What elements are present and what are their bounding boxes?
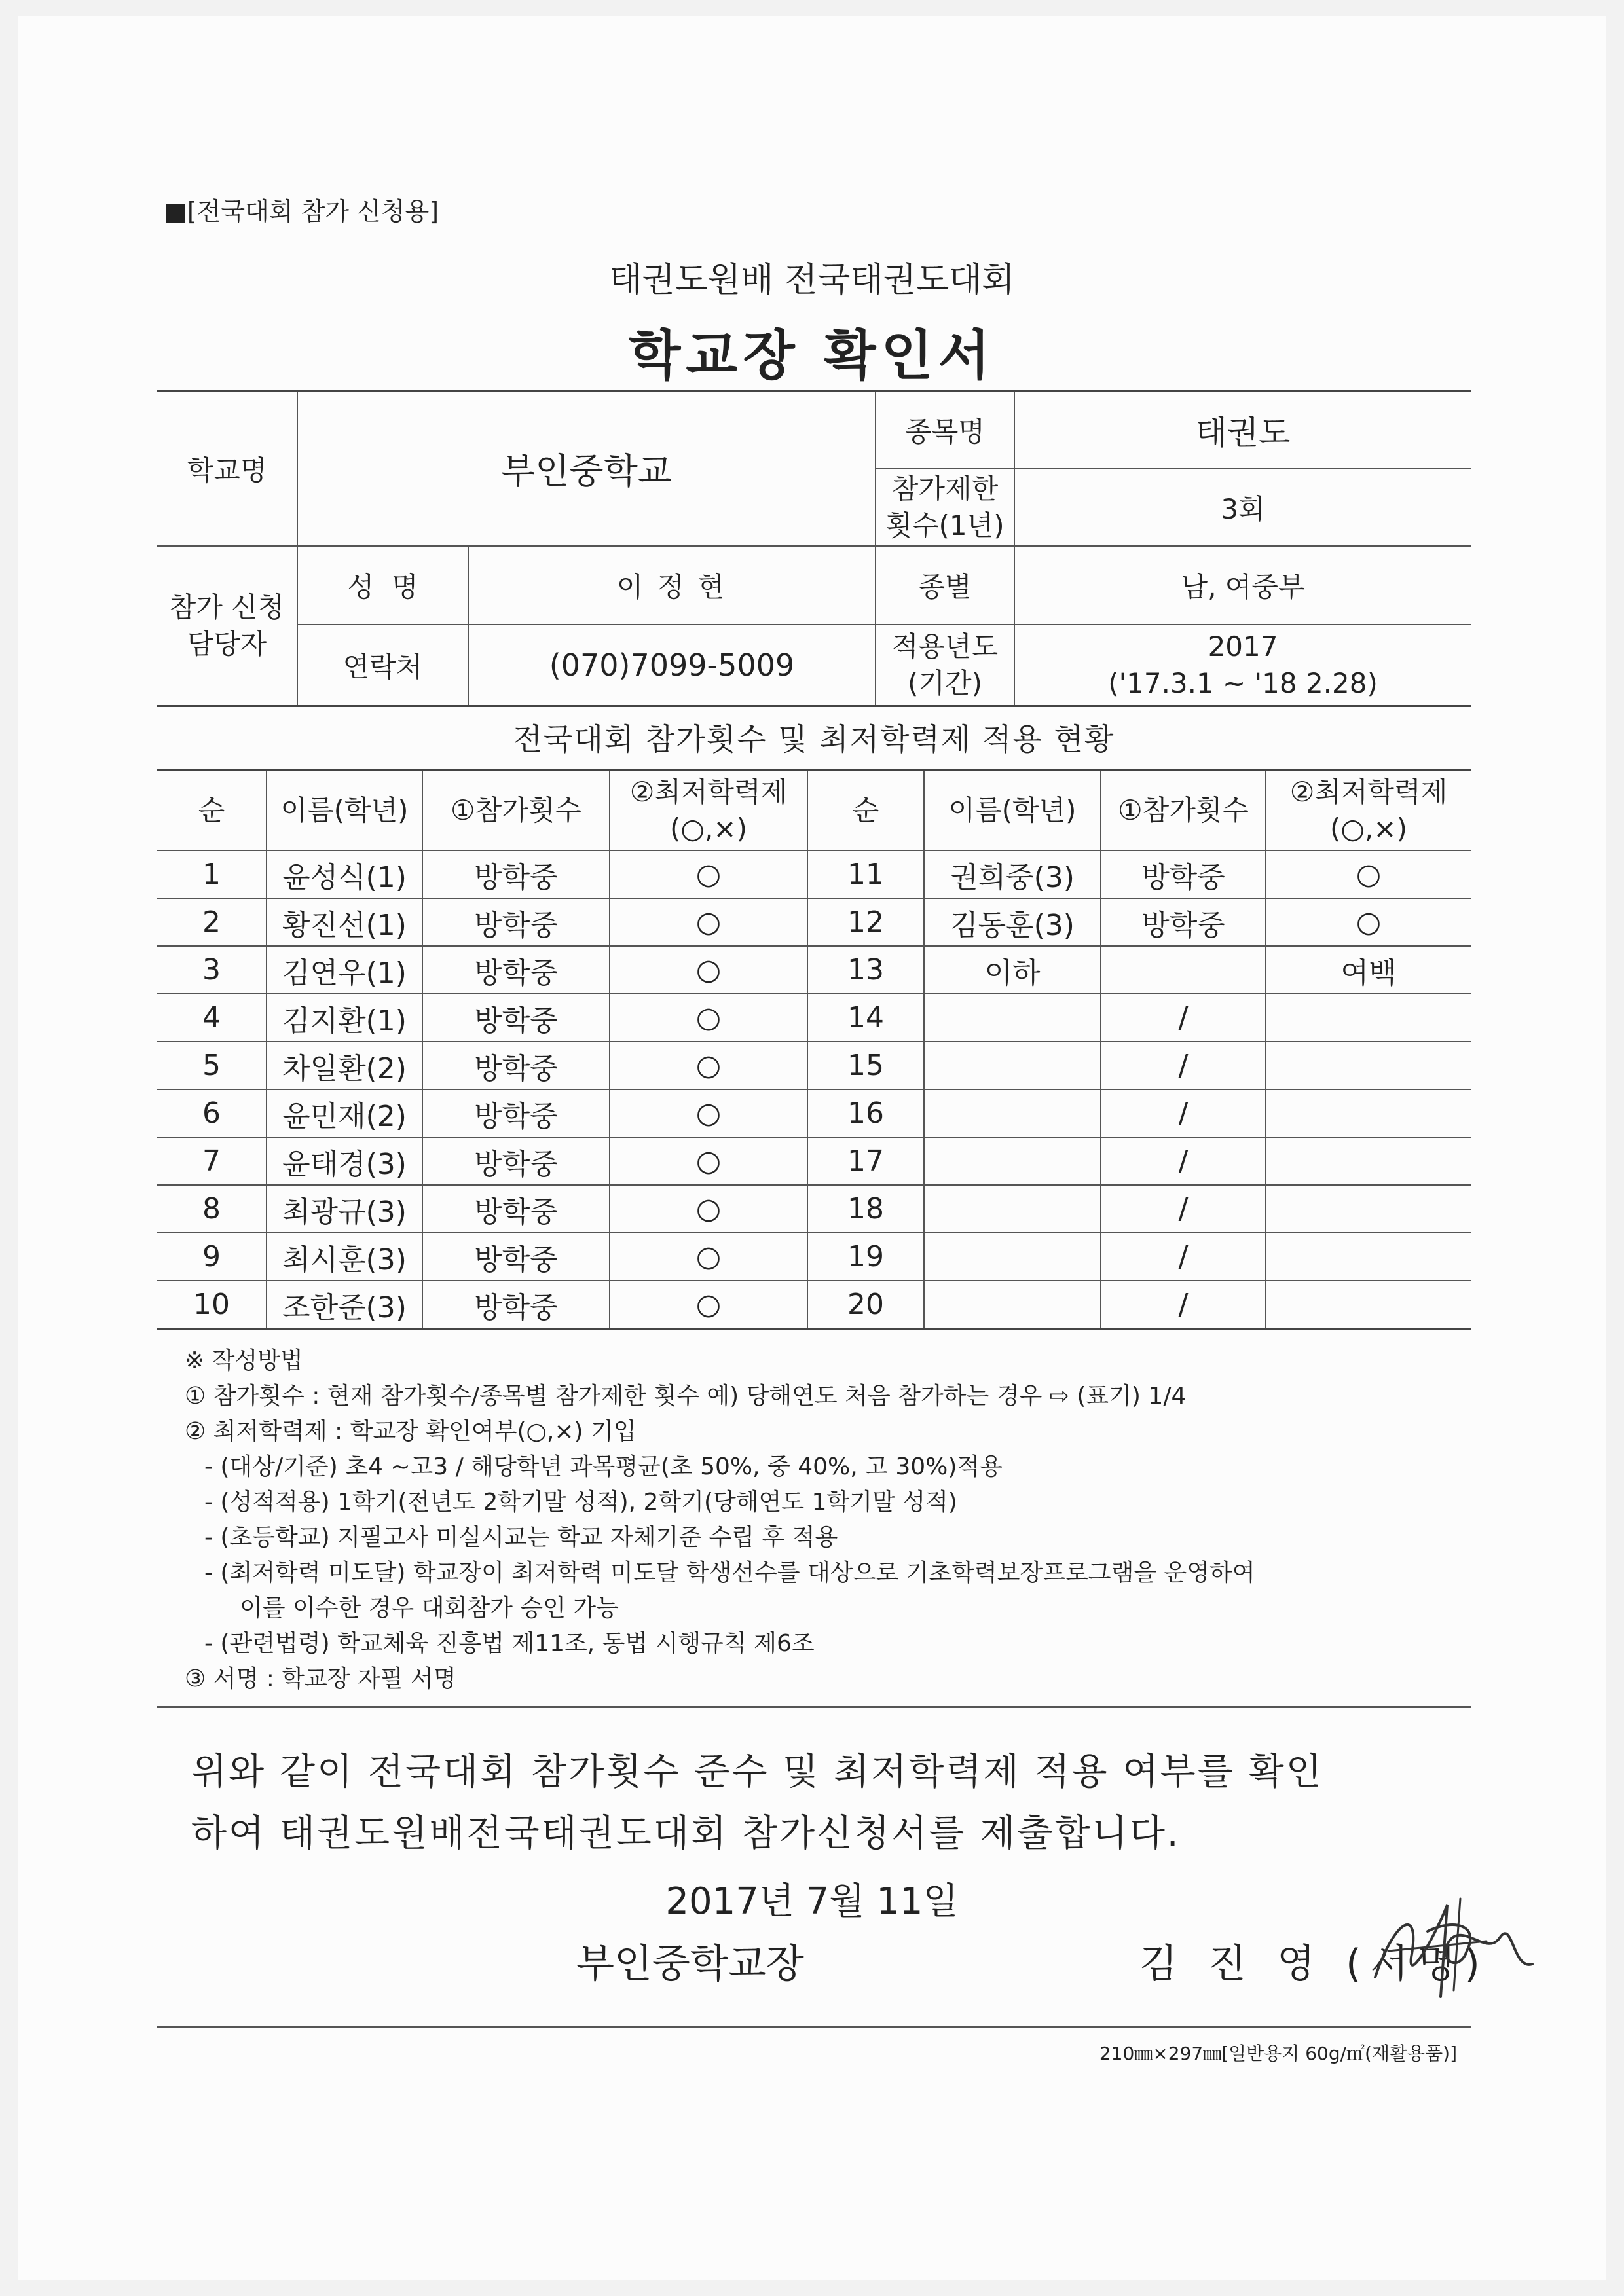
min-academic-mark: ○ (1266, 898, 1471, 946)
row-number: 4 (157, 994, 267, 1042)
contact-label: 연락처 (297, 625, 468, 706)
division-value: 남, 여중부 (1014, 546, 1471, 625)
instruction-line: - (초등학교) 지필고사 미실시교는 학교 자체기준 수립 후 적용 (204, 1524, 838, 1551)
table-row (157, 1042, 1471, 1089)
participation-count: 방학중 (422, 1042, 610, 1089)
instruction-line: - (관련법령) 학교체육 진흥법 제11조, 동법 시행규칙 제6조 (204, 1630, 815, 1657)
min-academic-mark: ○ (610, 1281, 807, 1329)
row-number: 19 (807, 1233, 924, 1281)
row-number: 5 (157, 1042, 267, 1089)
participation-count: 방학중 (422, 1233, 610, 1281)
header-count: ①참가횟수 (422, 771, 610, 851)
participation-count: 방학중 (422, 946, 610, 994)
table-row (157, 1281, 1471, 1329)
row-number: 15 (807, 1042, 924, 1089)
student-name (924, 1281, 1101, 1329)
participation-count: 방학중 (422, 994, 610, 1042)
student-name (924, 1185, 1101, 1233)
student-name: 최광규(3) (267, 1185, 422, 1233)
participation-count: / (1101, 1042, 1266, 1089)
divider (157, 1706, 1471, 1708)
row-number: 16 (807, 1089, 924, 1137)
table-row (157, 1233, 1471, 1281)
participation-count: 방학중 (422, 898, 610, 946)
form-label: ■[전국대회 참가 신청용] (164, 197, 439, 226)
student-name (924, 1042, 1101, 1089)
instruction-line: ※ 작성방법 (185, 1347, 303, 1374)
participation-count (1101, 946, 1266, 994)
participation-count: / (1101, 1137, 1266, 1185)
student-name: 이하 (924, 946, 1101, 994)
row-number: 11 (807, 850, 924, 898)
school-info-table (157, 390, 1471, 706)
header-no: 순 (157, 771, 267, 851)
min-academic-mark (1266, 994, 1471, 1042)
applicant-name: 이 정 현 (468, 546, 876, 625)
student-name: 차일환(2) (267, 1042, 422, 1089)
student-name (924, 1089, 1101, 1137)
sport-value: 태권도 (1014, 392, 1471, 469)
instruction-line: ③ 서명 : 학교장 자필 서명 (185, 1666, 456, 1692)
min-academic-mark (1266, 1137, 1471, 1185)
school-name-label: 학교명 (157, 392, 297, 546)
contact-value: (070)7099-5009 (468, 625, 876, 706)
year-label: 적용년도 (기간) (876, 625, 1014, 706)
table-row (157, 994, 1471, 1042)
student-name: 윤성식(1) (267, 850, 422, 898)
student-name: 윤민재(2) (267, 1089, 422, 1137)
paper-spec: 210㎜×297㎜[일반용지 60g/㎡(재활용품)] (1099, 2043, 1457, 2064)
school-name: 부인중학교 (297, 392, 876, 546)
sport-label: 종목명 (876, 392, 1014, 469)
row-number: 2 (157, 898, 267, 946)
applicant-label: 참가 신청 담당자 (157, 546, 297, 706)
event-title: 태권도원배 전국태권도대회 (609, 261, 1015, 300)
limit-value: 3회 (1014, 469, 1471, 546)
row-number: 13 (807, 946, 924, 994)
student-name (924, 994, 1101, 1042)
year-number: 2017 (1208, 630, 1278, 663)
instruction-line: 이를 이수한 경우 대회참가 승인 가능 (240, 1595, 619, 1622)
student-name: 김연우(1) (267, 946, 422, 994)
participation-count: / (1101, 1233, 1266, 1281)
participation-count: 방학중 (422, 1137, 610, 1185)
student-name: 윤태경(3) (267, 1137, 422, 1185)
document-title: 학교장 확인서 (629, 325, 995, 387)
row-number: 9 (157, 1233, 267, 1281)
handwritten-signature (1349, 1879, 1539, 2003)
participation-count: / (1101, 994, 1266, 1042)
min-academic-mark: ○ (610, 850, 807, 898)
table-row (157, 1089, 1471, 1137)
min-academic-mark: ○ (610, 994, 807, 1042)
participation-count: / (1101, 1185, 1266, 1233)
participation-count: 방학중 (1101, 850, 1266, 898)
confirmation-statement (191, 1741, 1323, 1865)
participation-count: 방학중 (422, 1089, 610, 1137)
min-academic-mark: ○ (610, 1137, 807, 1185)
statement-line: 하여 태권도원배전국태권도대회 참가신청서를 제출합니다. (191, 1812, 1181, 1855)
school-principal-title: 부인중학교장 (576, 1941, 804, 1987)
min-academic-mark (1266, 1233, 1471, 1281)
row-number: 7 (157, 1137, 267, 1185)
table-row (157, 1137, 1471, 1185)
header-min-academic: ②최저학력제 (○,×) (1266, 771, 1471, 851)
min-academic-mark: ○ (610, 898, 807, 946)
writing-instructions (185, 1343, 1481, 1697)
instruction-line: - (최저학력 미도달) 학교장이 최저학력 미도달 학생선수를 대상으로 기초학력보장프로그램을 운영하여 (204, 1559, 1255, 1586)
participation-count: 방학중 (422, 850, 610, 898)
header-name: 이름(학년) (924, 771, 1101, 851)
header-no: 순 (807, 771, 924, 851)
participation-count: / (1101, 1281, 1266, 1329)
divider (157, 2026, 1471, 2028)
issue-date: 2017년 7월 11일 (665, 1880, 959, 1923)
participation-count: 방학중 (422, 1185, 610, 1233)
row-number: 14 (807, 994, 924, 1042)
table-row (157, 898, 1471, 946)
header-name: 이름(학년) (267, 771, 422, 851)
statement-line: 위와 같이 전국대회 참가횟수 준수 및 최저학력제 적용 여부를 확인 (191, 1751, 1323, 1793)
min-academic-mark (1266, 1042, 1471, 1089)
year-period: ('17.3.1 ~ '18 2.28) (1108, 666, 1378, 699)
student-name: 조한준(3) (267, 1281, 422, 1329)
table-row (157, 850, 1471, 898)
student-name: 김지환(1) (267, 994, 422, 1042)
row-number: 18 (807, 1185, 924, 1233)
division-label: 종별 (876, 546, 1014, 625)
header-count: ①참가횟수 (1101, 771, 1266, 851)
participation-count: 방학중 (1101, 898, 1266, 946)
min-academic-mark: ○ (610, 1042, 807, 1089)
principal-name: 김 진 영 (서명) (1139, 1941, 1489, 1987)
student-name: 권희중(3) (924, 850, 1101, 898)
participation-count: 방학중 (422, 1281, 610, 1329)
min-academic-mark: ○ (610, 1089, 807, 1137)
min-academic-mark: ○ (610, 946, 807, 994)
name-label: 성 명 (297, 546, 468, 625)
min-academic-mark: ○ (1266, 850, 1471, 898)
participation-count: / (1101, 1089, 1266, 1137)
row-number: 12 (807, 898, 924, 946)
row-number: 20 (807, 1281, 924, 1329)
limit-label: 참가제한 횟수(1년) (876, 469, 1014, 546)
student-name (924, 1233, 1101, 1281)
table-row (157, 946, 1471, 994)
row-number: 17 (807, 1137, 924, 1185)
min-academic-mark (1266, 1281, 1471, 1329)
row-number: 3 (157, 946, 267, 994)
student-name (924, 1137, 1101, 1185)
instruction-line: ① 참가횟수 : 현재 참가횟수/종목별 참가제한 횟수 예) 당해연도 처음 참가하는 경우 ⇨ (표기) 1/4 (185, 1383, 1187, 1410)
min-academic-mark: 여백 (1266, 946, 1471, 994)
header-min-academic: ②최저학력제 (○,×) (610, 771, 807, 851)
min-academic-mark: ○ (610, 1185, 807, 1233)
row-number: 1 (157, 850, 267, 898)
row-number: 10 (157, 1281, 267, 1329)
student-name: 김동훈(3) (924, 898, 1101, 946)
student-name: 최시훈(3) (267, 1233, 422, 1281)
student-name: 황진선(1) (267, 898, 422, 946)
instruction-line: - (성적적용) 1학기(전년도 2학기말 성적), 2학기(당해연도 1학기말 성적) (204, 1489, 957, 1516)
row-number: 8 (157, 1185, 267, 1233)
min-academic-mark (1266, 1185, 1471, 1233)
participants-table (157, 769, 1471, 1330)
min-academic-mark (1266, 1089, 1471, 1137)
min-academic-mark: ○ (610, 1233, 807, 1281)
instruction-line: ② 최저학력제 : 학교장 확인여부(○,×) 기입 (185, 1418, 637, 1445)
status-title: 전국대회 참가횟수 및 최저학력제 적용 현황 (157, 705, 1471, 771)
table-row (157, 1185, 1471, 1233)
row-number: 6 (157, 1089, 267, 1137)
year-value (1014, 625, 1471, 706)
instruction-line: - (대상/기준) 초4 ~고3 / 해당학년 과목평균(초 50%, 중 40%, 고 30%)적용 (204, 1453, 1003, 1480)
